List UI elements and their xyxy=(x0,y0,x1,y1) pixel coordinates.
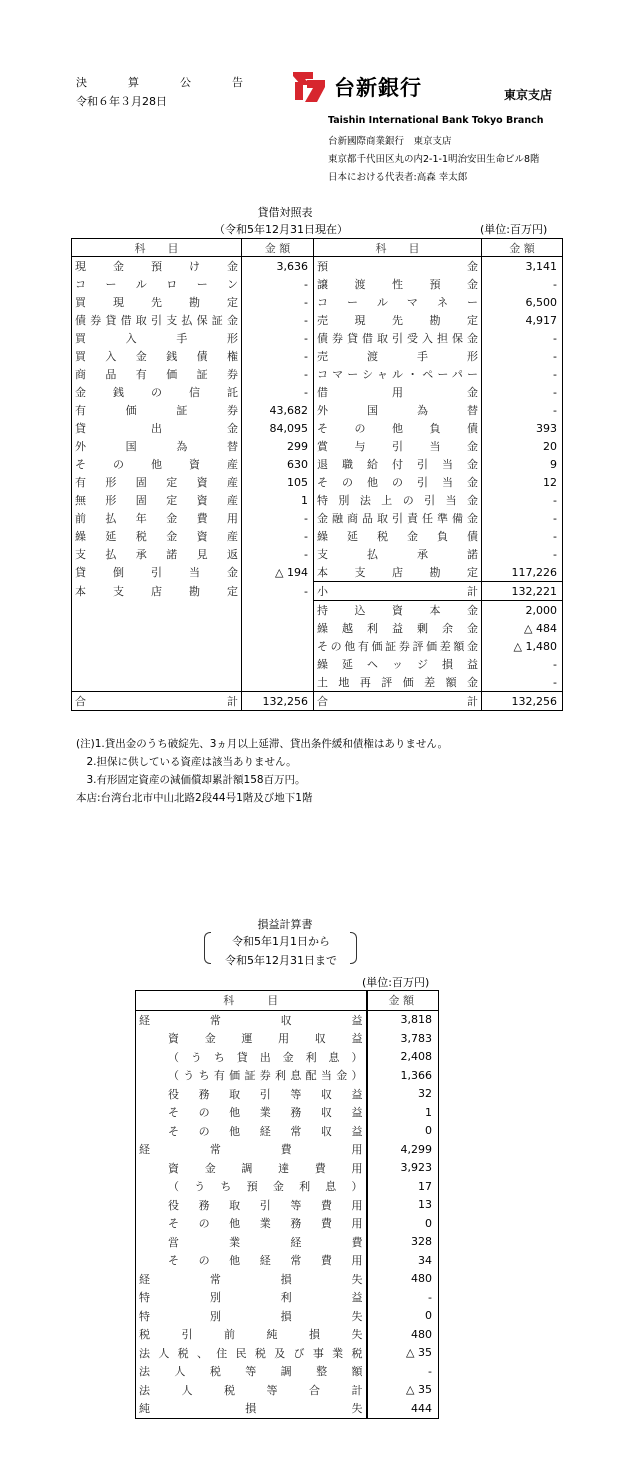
bs-left-amount: 299 xyxy=(242,437,314,455)
bs-left-item xyxy=(72,601,242,620)
bs-row xyxy=(72,563,563,582)
income-statement-unit: (単位:百万円) xyxy=(362,976,430,989)
pl-amount: 3,818 xyxy=(367,1010,439,1029)
pl-amount: 0 xyxy=(367,1307,439,1326)
bs-row xyxy=(72,673,563,692)
bs-left-amount: 1 xyxy=(242,491,314,509)
bs-left-item xyxy=(72,619,242,637)
bs-row xyxy=(72,637,563,655)
pl-item: 税引前純損失 xyxy=(136,1325,367,1344)
bs-col-amount-left: 金 額 xyxy=(242,239,314,257)
bs-right-item: その他の引当金 xyxy=(314,473,482,491)
pl-amount: 328 xyxy=(367,1233,439,1252)
bs-right-amount: 132,221 xyxy=(482,582,563,601)
bs-right-item: 売現先勘定 xyxy=(314,311,482,329)
note-1: (注)1.貸出金のうち破綻先、3ヵ月以上延滞、貸出条件緩和債権はありません。 xyxy=(76,738,449,750)
head-office-address: 本店:台湾台北市中山北路2段44号1階及び地下1階 xyxy=(76,792,313,804)
pl-amount: 13 xyxy=(367,1196,439,1215)
bs-row xyxy=(72,619,563,637)
bs-left-item: 貸出金 xyxy=(72,419,242,437)
bs-right-item: 繰越利益剰余金 xyxy=(314,619,482,637)
bs-left-item: 繰延税金資産 xyxy=(72,527,242,545)
pl-row xyxy=(136,1010,439,1029)
bs-right-amount: - xyxy=(482,527,563,545)
pl-amount: 480 xyxy=(367,1325,439,1344)
bs-right-amount: 12 xyxy=(482,473,563,491)
pl-amount: △ 35 xyxy=(367,1381,439,1400)
bs-row xyxy=(72,293,563,311)
right-brace xyxy=(350,932,357,964)
bs-left-amount: △ 194 xyxy=(242,563,314,582)
bs-right-amount: - xyxy=(482,365,563,383)
pl-row xyxy=(136,1085,439,1104)
bs-right-item: 退職給付引当金 xyxy=(314,455,482,473)
pl-row xyxy=(136,1307,439,1326)
pl-amount: - xyxy=(367,1288,439,1307)
bs-left-amount: - xyxy=(242,545,314,563)
pl-item: その他経常収益 xyxy=(136,1122,367,1141)
bs-total-right-label: 合計 xyxy=(314,692,482,711)
bs-total-right-amount: 132,256 xyxy=(482,692,563,711)
branch-name: 東京支店 xyxy=(504,88,553,102)
pl-item: その他業務費用 xyxy=(136,1214,367,1233)
pl-row xyxy=(136,1103,439,1122)
bs-row xyxy=(72,601,563,620)
bs-row xyxy=(72,655,563,673)
notice-title: 決 算 公 告 xyxy=(76,76,243,89)
japanese-name: 台新國際商業銀行 東京支店 xyxy=(328,136,452,147)
bs-row xyxy=(72,545,563,563)
bs-left-amount: 84,095 xyxy=(242,419,314,437)
bs-right-item: 譲渡性預金 xyxy=(314,275,482,293)
pl-item: その他業務収益 xyxy=(136,1103,367,1122)
taishin-logo-icon xyxy=(291,70,327,104)
bs-left-amount: - xyxy=(242,329,314,347)
bs-left-amount xyxy=(242,601,314,620)
bs-right-amount: - xyxy=(482,491,563,509)
pl-row xyxy=(136,1381,439,1400)
pl-item: 特別利益 xyxy=(136,1288,367,1307)
bs-left-amount xyxy=(242,637,314,655)
bs-right-item: 土地再評価差額金 xyxy=(314,673,482,692)
period-from: 令和5年1月1日から xyxy=(232,935,330,948)
bs-row xyxy=(72,582,563,601)
bs-right-item: 借用金 xyxy=(314,383,482,401)
bs-left-amount: - xyxy=(242,347,314,365)
bs-row xyxy=(72,383,563,401)
bs-right-amount: - xyxy=(482,509,563,527)
bs-right-amount: 117,226 xyxy=(482,563,563,582)
bs-right-amount: 6,500 xyxy=(482,293,563,311)
bs-row xyxy=(72,257,563,276)
pl-amount: 2,408 xyxy=(367,1048,439,1067)
address: 東京都千代田区丸の内2-1-1明治安田生命ビル8階 xyxy=(328,154,540,165)
bs-right-amount: - xyxy=(482,275,563,293)
bs-left-amount: 43,682 xyxy=(242,401,314,419)
bs-left-item: その他資産 xyxy=(72,455,242,473)
bs-left-item xyxy=(72,655,242,673)
bs-row xyxy=(72,473,563,491)
pl-amount: 4,299 xyxy=(367,1140,439,1159)
bs-row xyxy=(72,311,563,329)
pl-row xyxy=(136,1066,439,1085)
pl-row xyxy=(136,1140,439,1159)
bs-right-item: 持込資本金 xyxy=(314,601,482,620)
bs-left-amount: - xyxy=(242,365,314,383)
bs-row xyxy=(72,329,563,347)
bs-right-item: 繰延税金負債 xyxy=(314,527,482,545)
bs-col-item-left: 科 目 xyxy=(72,239,242,257)
bs-left-amount: - xyxy=(242,383,314,401)
pl-item: （うち預金利息） xyxy=(136,1177,367,1196)
bs-left-item: 本支店勘定 xyxy=(72,582,242,601)
pl-row xyxy=(136,1029,439,1048)
bs-right-item: 支払承諾 xyxy=(314,545,482,563)
bs-left-amount xyxy=(242,655,314,673)
bs-right-item: 金融商品取引責任準備金 xyxy=(314,509,482,527)
balance-sheet-as-of: （令和5年12月31日現在） xyxy=(214,223,348,236)
bs-col-amount-right: 金 額 xyxy=(482,239,563,257)
bs-right-item: 繰延ヘッジ損益 xyxy=(314,655,482,673)
bs-left-amount xyxy=(242,673,314,692)
income-statement-table xyxy=(135,990,439,1419)
bs-left-amount: 3,636 xyxy=(242,257,314,276)
bs-row xyxy=(72,365,563,383)
pl-amount: △ 35 xyxy=(367,1344,439,1363)
bs-left-item: 有価証券 xyxy=(72,401,242,419)
bs-left-item: 買現先勘定 xyxy=(72,293,242,311)
pl-row xyxy=(136,1122,439,1141)
pl-row xyxy=(136,1325,439,1344)
bs-right-amount: 3,141 xyxy=(482,257,563,276)
bs-right-amount: 20 xyxy=(482,437,563,455)
bs-right-amount: - xyxy=(482,673,563,692)
bs-row xyxy=(72,491,563,509)
pl-col-amount: 金 額 xyxy=(367,991,439,1011)
pl-amount: 3,783 xyxy=(367,1029,439,1048)
pl-amount: 0 xyxy=(367,1122,439,1141)
pl-row xyxy=(136,1362,439,1381)
bs-right-item: その他負債 xyxy=(314,419,482,437)
pl-row xyxy=(136,1233,439,1252)
bs-left-item: 現金預け金 xyxy=(72,257,242,276)
bs-left-amount: - xyxy=(242,293,314,311)
income-statement-title: 損益計算書 xyxy=(257,918,313,931)
pl-row xyxy=(136,1399,439,1418)
balance-sheet-unit: (単位:百万円) xyxy=(480,223,548,236)
bs-right-amount: - xyxy=(482,383,563,401)
bs-right-amount: △ 1,480 xyxy=(482,637,563,655)
pl-amount: 32 xyxy=(367,1085,439,1104)
pl-item: 経常費用 xyxy=(136,1140,367,1159)
bs-right-amount: 4,917 xyxy=(482,311,563,329)
bs-right-item: 売渡手形 xyxy=(314,347,482,365)
bs-left-item xyxy=(72,673,242,692)
english-name: Taishin International Bank Tokyo Branch xyxy=(328,115,544,126)
bs-right-item: 小計 xyxy=(314,582,482,601)
pl-item: 経常損失 xyxy=(136,1270,367,1289)
bs-left-item: 外国為替 xyxy=(72,437,242,455)
pl-item: （うち貸出金利息） xyxy=(136,1048,367,1067)
pl-row xyxy=(136,1288,439,1307)
representative: 日本における代表者:高森 幸太郎 xyxy=(328,172,468,183)
pl-row xyxy=(136,1196,439,1215)
note-3: 3.有形固定資産の減価償却累計額158百万円。 xyxy=(76,774,306,786)
pl-item: 法人税、住民税及び事業税 xyxy=(136,1344,367,1363)
bs-row xyxy=(72,527,563,545)
bs-right-amount: - xyxy=(482,655,563,673)
pl-amount: 3,923 xyxy=(367,1159,439,1178)
pl-item: 法人税等調整額 xyxy=(136,1362,367,1381)
pl-amount: 1,366 xyxy=(367,1066,439,1085)
bs-right-item: 特別法上の引当金 xyxy=(314,491,482,509)
pl-item: 資金運用収益 xyxy=(136,1029,367,1048)
pl-row xyxy=(136,1177,439,1196)
bs-right-amount: - xyxy=(482,545,563,563)
bs-row xyxy=(72,509,563,527)
balance-sheet-table xyxy=(71,238,563,711)
bs-left-amount: - xyxy=(242,275,314,293)
bs-row xyxy=(72,275,563,293)
pl-row xyxy=(136,1214,439,1233)
bs-left-item: コールローン xyxy=(72,275,242,293)
pl-amount: 0 xyxy=(367,1214,439,1233)
bs-left-amount: - xyxy=(242,509,314,527)
pl-item: 資金調達費用 xyxy=(136,1159,367,1178)
bs-right-amount: 2,000 xyxy=(482,601,563,620)
bs-row xyxy=(72,455,563,473)
pl-row xyxy=(136,1344,439,1363)
pl-item: 営業経費 xyxy=(136,1233,367,1252)
bs-left-item: 買入金銭債権 xyxy=(72,347,242,365)
bs-right-item: 本支店勘定 xyxy=(314,563,482,582)
pl-amount: 17 xyxy=(367,1177,439,1196)
bs-row xyxy=(72,347,563,365)
pl-col-item: 科 目 xyxy=(136,991,367,1011)
pl-amount: 1 xyxy=(367,1103,439,1122)
bank-name: 台新銀行 xyxy=(334,76,422,100)
period-to: 令和5年12月31日まで xyxy=(225,954,337,967)
pl-amount: 34 xyxy=(367,1251,439,1270)
pl-item: 純損失 xyxy=(136,1399,367,1418)
bs-row xyxy=(72,401,563,419)
bs-left-item: 買入手形 xyxy=(72,329,242,347)
bs-left-item: 有形固定資産 xyxy=(72,473,242,491)
bs-row xyxy=(72,419,563,437)
bs-right-item: 債券貸借取引受入担保金 xyxy=(314,329,482,347)
bs-right-amount: 393 xyxy=(482,419,563,437)
pl-item: その他経常費用 xyxy=(136,1251,367,1270)
bs-left-amount xyxy=(242,619,314,637)
bs-left-amount: - xyxy=(242,311,314,329)
bs-left-item: 債券貸借取引支払保証金 xyxy=(72,311,242,329)
bs-right-item: コマーシャル・ペーパー xyxy=(314,365,482,383)
pl-amount: 444 xyxy=(367,1399,439,1418)
bs-right-amount: - xyxy=(482,329,563,347)
pl-item: 法人税等合計 xyxy=(136,1381,367,1400)
bs-right-amount: - xyxy=(482,347,563,365)
bs-left-amount: 630 xyxy=(242,455,314,473)
bs-right-item: コールマネー xyxy=(314,293,482,311)
bs-left-amount: 105 xyxy=(242,473,314,491)
pl-amount: 480 xyxy=(367,1270,439,1289)
pl-row xyxy=(136,1048,439,1067)
bs-total-row xyxy=(72,692,563,711)
bs-total-left-label: 合計 xyxy=(72,692,242,711)
bs-left-amount: - xyxy=(242,527,314,545)
bs-row xyxy=(72,437,563,455)
bs-right-item: 賞与引当金 xyxy=(314,437,482,455)
pl-item: 役務取引等収益 xyxy=(136,1085,367,1104)
bs-total-left-amount: 132,256 xyxy=(242,692,314,711)
bs-right-item: 外国為替 xyxy=(314,401,482,419)
notice-date: 令和６年３月28日 xyxy=(76,95,167,108)
bs-right-amount: - xyxy=(482,401,563,419)
bs-right-amount: 9 xyxy=(482,455,563,473)
note-2: 2.担保に供している資産は該当ありません。 xyxy=(76,756,297,768)
pl-item: 経常収益 xyxy=(136,1010,367,1029)
pl-item: 役務取引等費用 xyxy=(136,1196,367,1215)
bs-left-item: 商品有価証券 xyxy=(72,365,242,383)
pl-row xyxy=(136,1270,439,1289)
bs-col-item-right: 科 目 xyxy=(314,239,482,257)
bs-left-amount: - xyxy=(242,582,314,601)
bs-left-item: 貸倒引当金 xyxy=(72,563,242,582)
bs-left-item: 無形固定資産 xyxy=(72,491,242,509)
bs-right-item: 預金 xyxy=(314,257,482,276)
pl-row xyxy=(136,1159,439,1178)
pl-item: （うち有価証券利息配当金） xyxy=(136,1066,367,1085)
bs-left-item: 支払承諾見返 xyxy=(72,545,242,563)
pl-row xyxy=(136,1251,439,1270)
bs-right-amount: △ 484 xyxy=(482,619,563,637)
bs-right-item: その他有価証券評価差額金 xyxy=(314,637,482,655)
pl-amount: - xyxy=(367,1362,439,1381)
balance-sheet-title: 貸借対照表 xyxy=(257,206,313,219)
bs-left-item: 金銭の信託 xyxy=(72,383,242,401)
bs-left-item xyxy=(72,637,242,655)
pl-item: 特別損失 xyxy=(136,1307,367,1326)
bs-left-item: 前払年金費用 xyxy=(72,509,242,527)
